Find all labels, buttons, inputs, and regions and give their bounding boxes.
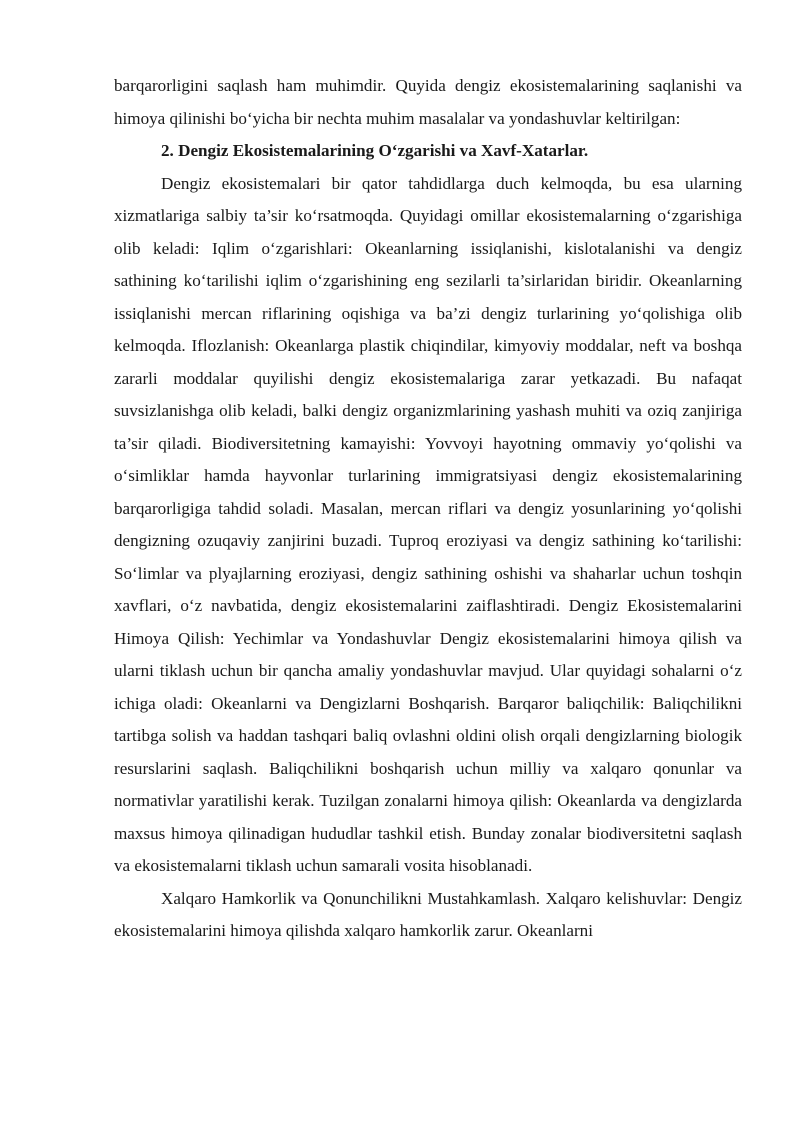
document-page	[114, 70, 742, 948]
section-heading: 2. Dengiz Ekosistemalarining O‘zgarishi va Xavf-Xatarlar.	[161, 141, 589, 160]
paragraph-continuation: barqarorligini saqlash ham muhimdir. Quyida dengiz ekosistemalarining saqlanishi va himoya qilinishi bo‘yicha bir nechta muhim masalalar va yondashuvlar keltirilgan:	[114, 76, 742, 128]
body-paragraph: Dengiz ekosistemalari bir qator tahdidlarga duch kelmoqda, bu esa ularning xizmatlariga salbiy ta’sir ko‘rsatmoqda. Quyidagi omillar ekosistemalarning o‘zgarishiga olib keladi: Iqlim o‘zgarishlari: Okeanlarning issiqlanishi, kislotalanishi va dengiz sathining ko‘tarilishi iqlim o‘zgarishining eng sezilarli ta’sirlaridan biridir. Okeanlarning issiqlanishi mercan riflarining oqishiga va ba’zi dengiz turlarining yo‘qolishiga olib kelmoqda. Iflozlanish: Okeanlarga plastik chiqindilar, kimyoviy moddalar, neft va boshqa zararli moddalar quyilishi dengiz ekosistemalariga zarar yetkazadi. Bu nafaqat suvsizlanishga olib keladi, balki dengiz organizmlarining yashash muhiti va oziq zanjiriga ta’sir qiladi. Biodiversitetning kamayishi: Yovvoyi hayotning ommaviy yo‘qolishi va o‘simliklar hamda hayvonlar turlarining immigratsiyasi dengiz ekosistemalarining barqarorligiga tahdid soladi. Masalan, mercan riflari va dengiz yosunlarining yo‘qolishi dengizning ozuqaviy zanjirini buzadi. Tuproq eroziyasi va dengiz sathining ko‘tarilishi: So‘limlar va plyajlarning eroziyasi, dengiz sathining oshishi va shaharlar uchun toshqin xavflari, o‘z navbatida, dengiz ekosistemalarini zaiflashtiradi. Dengiz Ekosistemalarini Himoya Qilish: Yechimlar va Yondashuvlar Dengiz ekosistemalarini himoya qilish va ularni tiklash uchun bir qancha amaliy yondashuvlar mavjud. Ular quyidagi sohalarni o‘z ichiga oladi: Okeanlarni va Dengizlarni Boshqarish. Barqaror baliqchilik: Baliqchilikni tartibga solish va haddan tashqari baliq ovlashni oldini olish orqali dengizlarning biologik resurslarini saqlash. Baliqchilikni boshqarish uchun milliy va xalqaro qonunlar va normativlar yaratilishi kerak. Tuzilgan zonalarni himoya qilish: Okeanlarda va dengizlarda maxsus himoya qilinadigan hududlar tashkil etish. Bunday zonalar biodiversitetni saqlash va ekosistemalarni tiklash uchun samarali vosita hisoblanadi.	[114, 173, 742, 875]
body-paragraph-final: Xalqaro Hamkorlik va Qonunchilikni Mustahkamlash. Xalqaro kelishuvlar: Dengiz ekosistemalarini himoya qilishda xalqaro hamkorlik zarur. Okeanlarni	[114, 888, 742, 940]
